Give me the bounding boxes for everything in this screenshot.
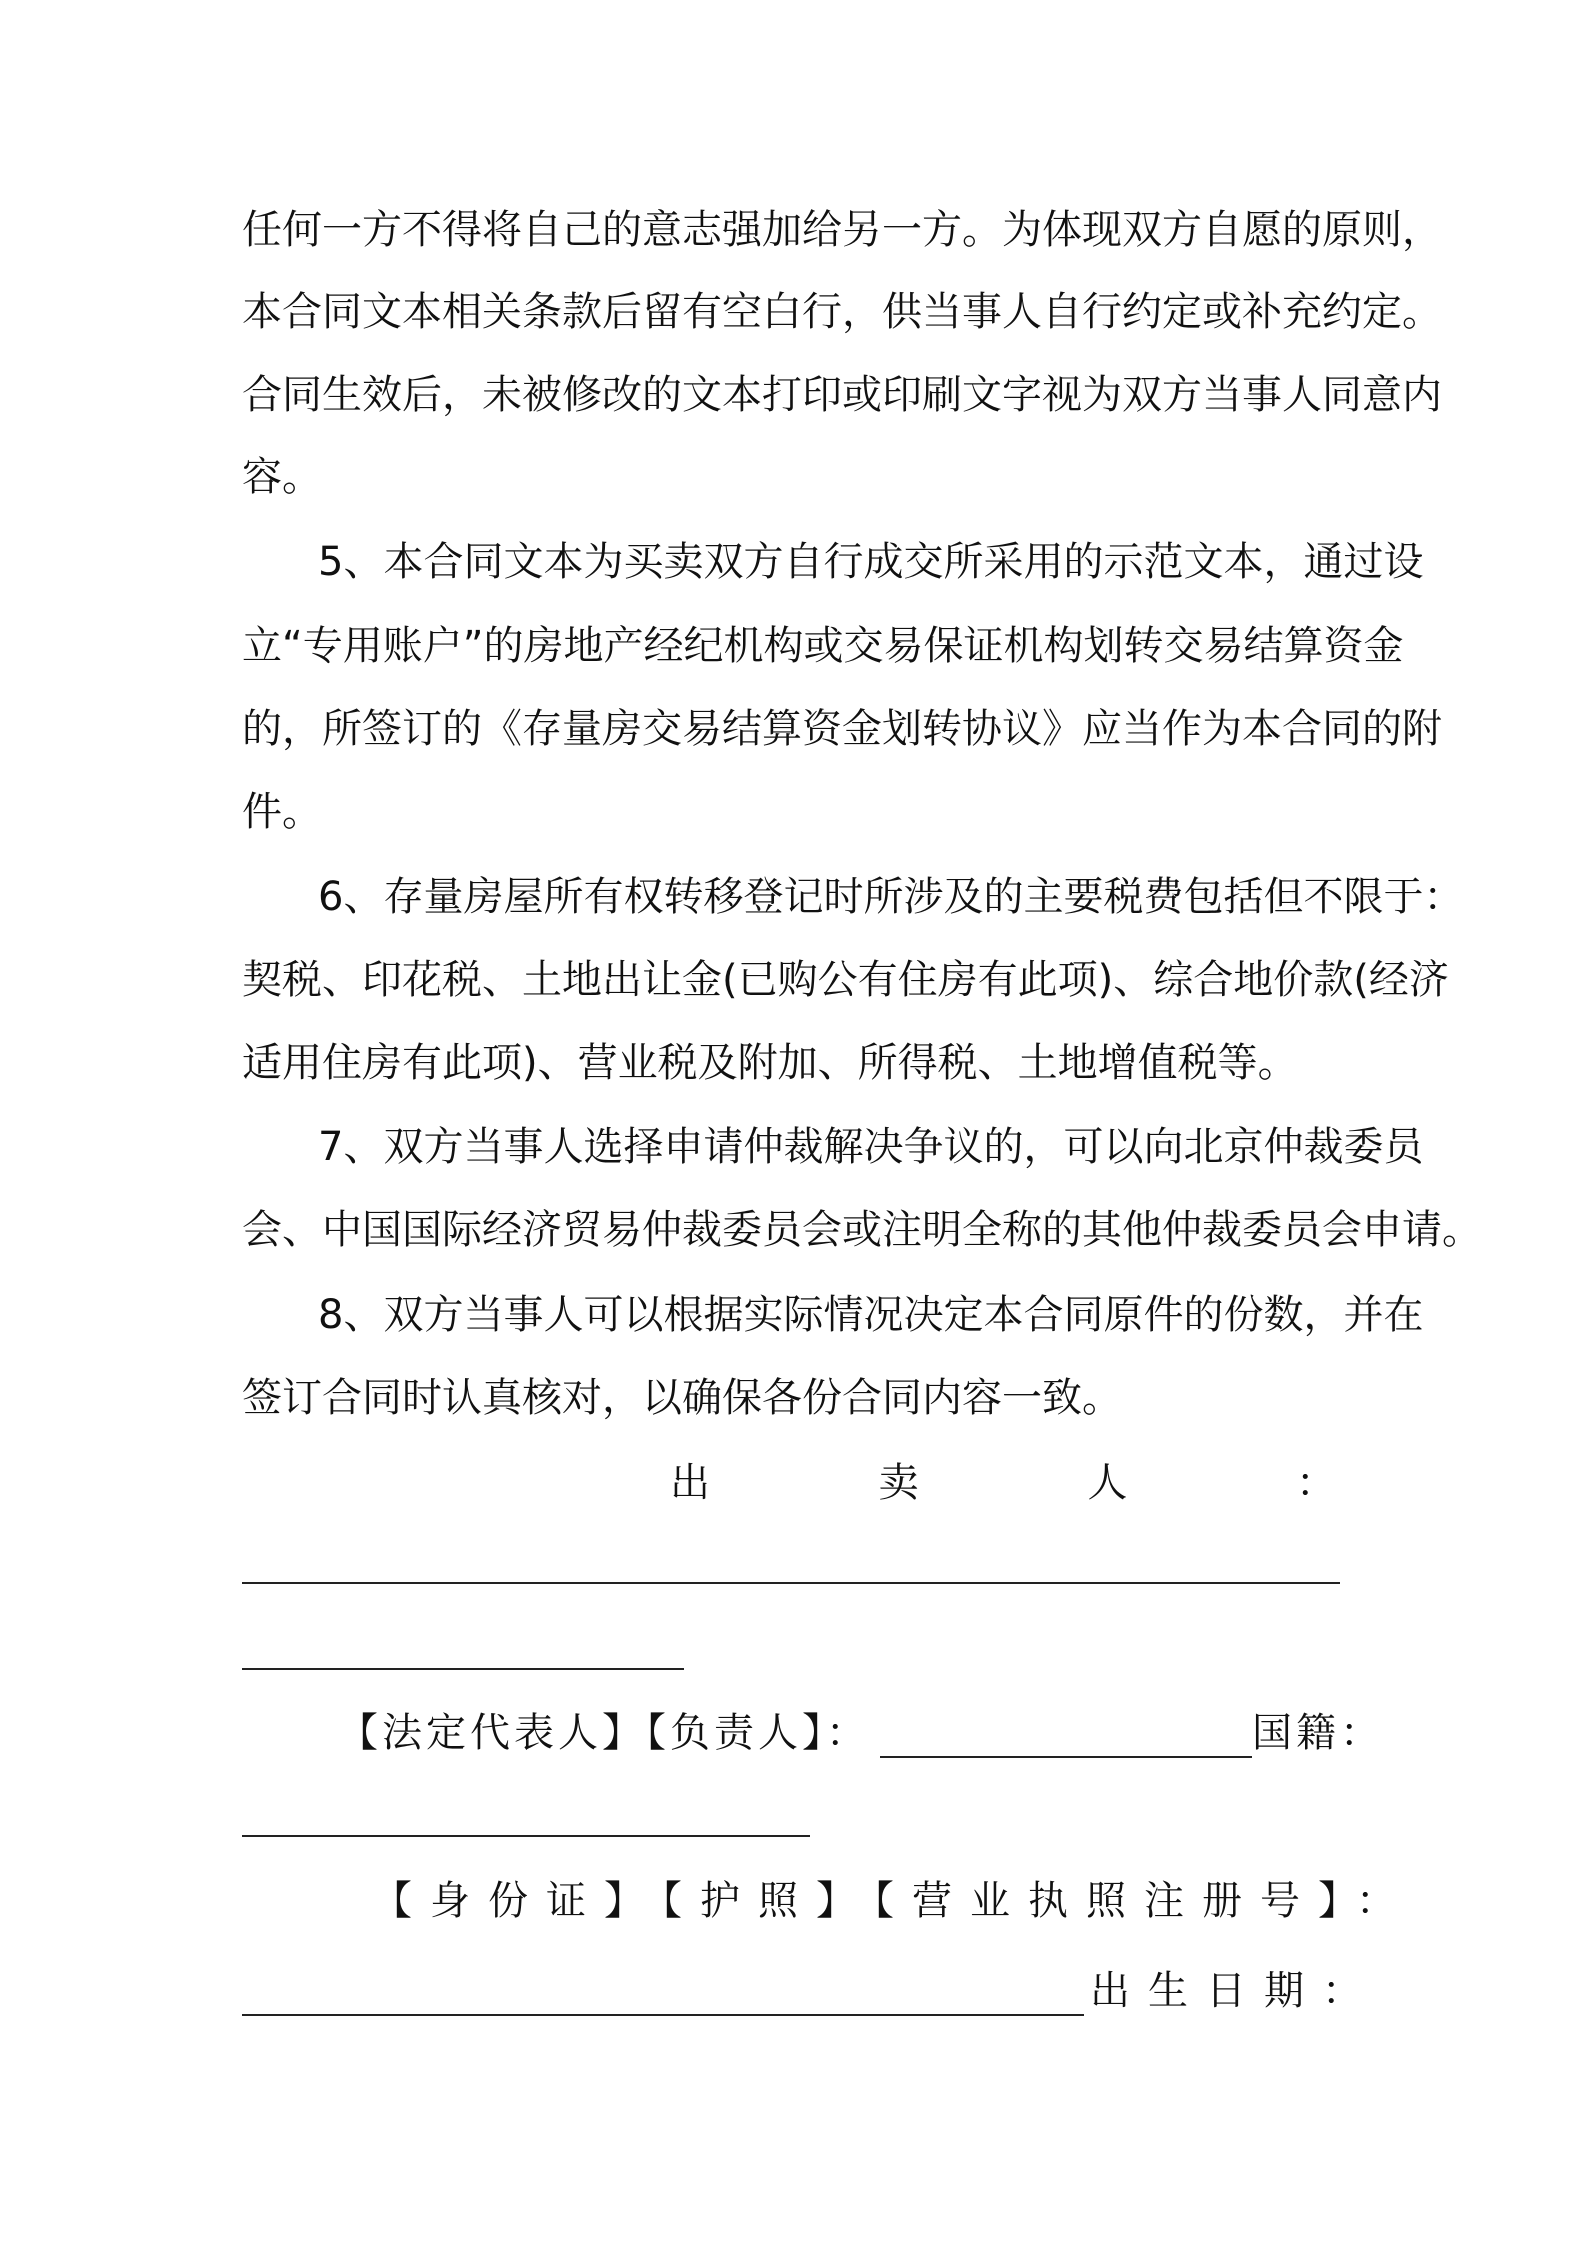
seller-name-blank-continued[interactable] [242, 1668, 684, 1670]
seller-char: 人 [1087, 1460, 1128, 1506]
paragraph-line: 本合同文本相关条款后留有空白行，供当事人自行约定或补充约定。 [242, 289, 1442, 335]
paragraph-line: 任何一方不得将自己的意志强加给另一方。为体现双方自愿的原则， [242, 207, 1442, 253]
id-number-blank[interactable] [242, 1978, 1084, 2016]
paragraph-line: 契税、印花税、土地出让金(已购公有住房有此项)、综合地价款(经济 [242, 957, 1449, 1003]
legal-rep-blank[interactable] [880, 1720, 1252, 1758]
birth-row [242, 1966, 1380, 2016]
paragraph-line: 6、存量房屋所有权转移登记时所涉及的主要税费包括但不限于： [318, 874, 1464, 920]
legal-rep-label: 【法定代表人】【负责人】： [338, 1710, 870, 1756]
seller-label [670, 1458, 1336, 1508]
paragraph-line: 立“专用账户”的房地产经纪机构或交易保证机构划转交易结算资金 [242, 623, 1404, 669]
seller-char: ： [1295, 1460, 1336, 1506]
seller-char: 卖 [878, 1460, 919, 1506]
paragraph-line: 7、双方当事人选择申请仲裁解决争议的，可以向北京仲裁委员 [318, 1124, 1424, 1170]
paragraph-line: 会、中国国际经济贸易仲裁委员会或注明全称的其他仲裁委员会申请。 [242, 1207, 1482, 1253]
seller-char: 出 [670, 1460, 710, 1506]
paragraph-line: 容。 [242, 454, 322, 500]
paragraph-line: 件。 [242, 789, 322, 835]
birth-date-label: 出生日期： [1090, 1968, 1380, 2014]
paragraph-line: 合同生效后，未被修改的文本打印或印刷文字视为双方当事人同意内 [242, 372, 1442, 418]
paragraph-line: 8、双方当事人可以根据实际情况决定本合同原件的份数，并在 [318, 1292, 1424, 1338]
nationality-label: 国籍： [1252, 1710, 1384, 1756]
paragraph-line: 的，所签订的《存量房交易结算资金划转协议》应当作为本合同的附 [242, 706, 1442, 752]
id-label: 【身份证】【护照】【营业执照注册号】： [372, 1878, 1414, 1924]
paragraph-line: 适用住房有此项)、营业税及附加、所得税、土地增值税等。 [242, 1040, 1298, 1086]
paragraph-line: 签订合同时认真核对，以确保各份合同内容一致。 [242, 1375, 1122, 1421]
legal-rep-row [338, 1708, 1384, 1758]
paragraph-line: 5、本合同文本为买卖双方自行成交所采用的示范文本，通过设 [318, 539, 1424, 585]
nationality-blank[interactable] [242, 1835, 810, 1837]
seller-name-blank[interactable] [242, 1582, 1340, 1584]
